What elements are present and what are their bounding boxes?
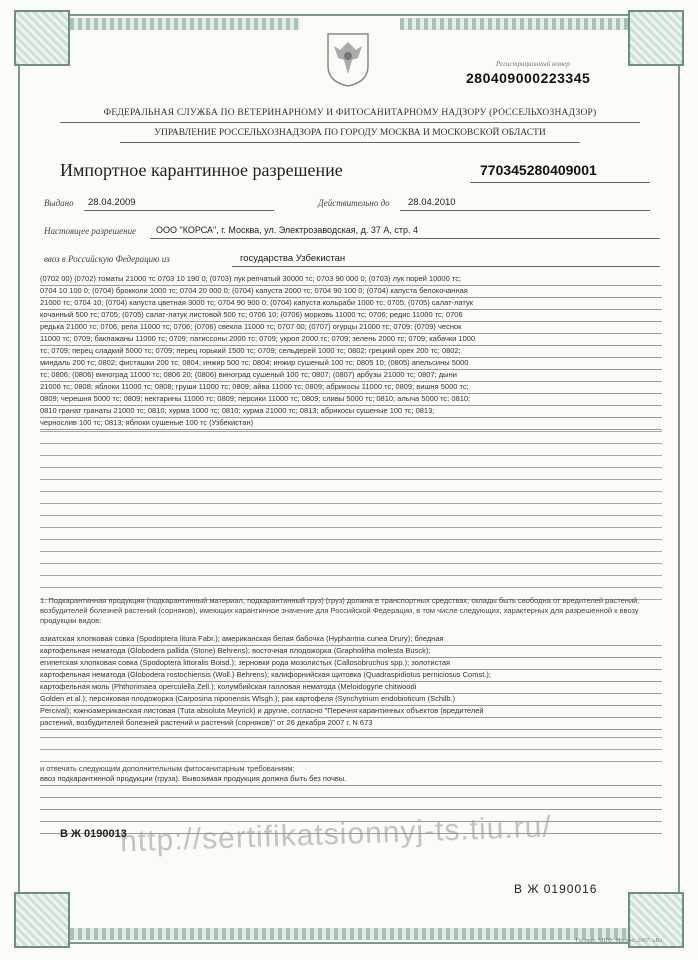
- watermark: http://sertifikatsionnyj-ts.tiu.ru/: [119, 810, 553, 859]
- pest-list: [40, 634, 662, 730]
- valid-until-label: Действительно до: [318, 198, 390, 208]
- goods-line: 0810 гранат гранаты 21000 тс; 0810; хурма 1000 тс; 0810; хурма 21000 тс; 0813; абрикосы сушеные 100 тс; 0813;: [40, 406, 662, 418]
- document-number: 770345280409001: [480, 162, 597, 178]
- conditions-intro: 1. Подкарантинная продукция (подкарантинный материал, подкарантинный груз) (груз) должна в транспортных средствах, склады быть свободна от вредителей растений, возбудителей болезней растений (сорняков), имеющих карантинное значение для Российской Федерации, в том числе следующих, характерных для разрешенной к ввозу продукции видов:: [40, 596, 640, 625]
- ornament-band-top-right: [400, 18, 628, 30]
- printer-note: Госзнак, МПФ, Москва, 2007. «В»: [575, 938, 662, 944]
- corner-ornament-bottom-left: [14, 892, 70, 948]
- import-label: ввоз в Российскую Федерацию из: [44, 254, 170, 264]
- divider: [60, 122, 640, 123]
- series-number-left: В Ж 0190013: [60, 828, 127, 840]
- document-title: Импортное карантинное разрешение: [60, 160, 343, 180]
- ornament-band-bottom: [70, 928, 628, 940]
- serial-number: 280409000223345: [466, 70, 591, 86]
- pest-line: Golden et al.); персиковая плодожорка (Carposina niponensis Wlsgh.); рак картофеля (Synchytrium endobioticum (Schilb.): [40, 694, 662, 706]
- corner-ornament-top-right: [628, 10, 684, 66]
- pest-line: Percival); южноамериканская листовая (Tuta absoluta Meyrick) и другие, согласно "Перечня карантинных объектов (вредителей: [40, 706, 662, 718]
- issued-date: 28.04.2009: [88, 197, 136, 208]
- extra-requirements-label: и отвечать следующим дополнительным фитосанитарным требованиям:: [40, 764, 295, 773]
- divider: [150, 238, 660, 239]
- pest-line: картофельная моль (Phthorimaea operculella Zell.); колумбийская галловая нематода (Meloidogyne chitwoodi: [40, 682, 662, 694]
- series-number-right: В Ж 0190016: [514, 882, 598, 896]
- goods-list: [40, 274, 662, 430]
- divider: [232, 266, 660, 267]
- goods-line: тс; 0806; (0806) виноград 11000 тс; 0806 20; (0806) виноград сушеный 100 тс; 0807; (0807) арбузы 21000 тс; 0807; дыни: [40, 370, 662, 382]
- pest-line: растений, возбудителей болезней растений и растений (сорняков)" от 26 декабря 2007 г. N 673: [40, 718, 662, 730]
- blank-ruled-lines: [40, 726, 662, 762]
- pest-line: азиатская хлопковая совка (Spodoptera litura Fabr.); американская белая бабочка (Hyphantria cunea Drury); бледная: [40, 634, 662, 646]
- pest-line: картофельная нематода (Globodera rostochiensis (Woll.) Behrens); калифорнийская щитовка (Quadraspidiotus perniciosus Comst.);: [40, 670, 662, 682]
- divider: [120, 142, 580, 143]
- corner-ornament-top-left: [14, 10, 70, 66]
- blank-ruled-lines: [40, 420, 662, 600]
- extra-requirements-value: ввоз подкарантинной продукции (груза). Вывозимая продукция должна быть без почвы.: [40, 774, 662, 786]
- goods-line: редька 21000 тс; 0706; репа 11000 тс; 0706; (0706) свекла 11000 тс; 0707 00; (0707) огурцы 21000 тс; 0709; (0709) чеснок: [40, 322, 662, 334]
- valid-until-date: 28.04.2010: [408, 197, 456, 208]
- divider: [400, 210, 650, 211]
- agency-name: ФЕДЕРАЛЬНАЯ СЛУЖБА ПО ВЕТЕРИНАРНОМУ И ФИТОСАНИТАРНОМУ НАДЗОРУ (РОССЕЛЬХОЗНАДЗОР): [103, 108, 597, 118]
- agency-department: УПРАВЛЕНИЕ РОССЕЛЬХОЗНАДЗОРА ПО ГОРОДУ МОСКВА И МОСКОВСКОЙ ОБЛАСТИ: [154, 128, 546, 138]
- goods-line: миндаль 200 тс; 0802; фисташки 200 тс; 0804; инжир 500 тс; 0804; инжир сушеный 100 тс; 0805 10; (0805) апельсины 5000: [40, 358, 662, 370]
- holder-label: Настоящее разрешение: [44, 226, 137, 236]
- goods-line: 21000 тс; 0808; яблоки 11000 тс; 0808; груши 11000 тс; 0809; айва 11000 тс; 0809; абрикосы 11000 тс; 0809; вишня 5000 тс;: [40, 382, 662, 394]
- import-country: государства Узбекистан: [240, 253, 346, 264]
- goods-line: 0809; черешня 5000 тс; 0809; нектарины 11000 тс; 0809; персики 11000 тс; 0809; сливы 5000 тс; 0810; алыча 5000 тс; 0810;: [40, 394, 662, 406]
- holder-value: ООО "КОРСА", г. Москва, ул. Электрозаводская, д. 37 А, стр. 4: [156, 225, 418, 235]
- goods-line: 21000 тс; 0704 10; (0704) капуста цветная 3000 тс; 0704 90 900 0; (0704) капуста кольраби 1000 тс; 0705; (0705) салат-латук: [40, 298, 662, 310]
- goods-line: кочанный 500 тс; 0705; (0705) салат-латук листовой 500 тс; 0706 10; (0706) морковь 11000 тс; 0706; редис 11000 тс; 0706: [40, 310, 662, 322]
- pest-line: картофельная нематода (Globodera pallida (Stone) Behrens); восточная плодожорка (Grapholitha molesta Busck);: [40, 646, 662, 658]
- goods-line: 11000 тс; 0709; баклажаны 11000 тс; 0709; патиссоны 2000 тс; 0709; укроп 2000 тс; 0709; зелень 2000 тс; 0709; кабачки 1000: [40, 334, 662, 346]
- goods-line: 0704 10 100 0; (0704) брокколи 1000 тс; 0704 20 000 0; (0704) капуста 2000 тс; 0704 90 100 0; (0704) капуста белокочанная: [40, 286, 662, 298]
- ornament-band-top-left: [70, 18, 300, 30]
- coat-of-arms-icon: [324, 30, 372, 88]
- divider: [84, 210, 274, 211]
- goods-line: чернослив 100 тс; 0813; яблоки сушеные 100 тс (Узбекистан): [40, 418, 662, 430]
- issued-label: Выдано: [44, 198, 74, 208]
- divider: [470, 182, 650, 183]
- pest-line: египетская хлопковая совка (Spodoptera littoralis Boisd.); зерновки рода мозолистых (Callosobruchus spp.); золотистая: [40, 658, 662, 670]
- goods-line: тс; 0709; перец сладкий 5000 тс; 0709; перец горький 1500 тс; 0709; сельдерей 1000 тс; 0802; грецкий орех 200 тс; 0802;: [40, 346, 662, 358]
- goods-line: (0702 00) (0702) томаты 21000 тс 0703 10 190 0; (0703) лук репчатый 30000 тс; 0703 90 000 0; (0703) лук порей 10000 тс;: [40, 274, 662, 286]
- serial-caption: Регистрационный номер: [496, 60, 570, 68]
